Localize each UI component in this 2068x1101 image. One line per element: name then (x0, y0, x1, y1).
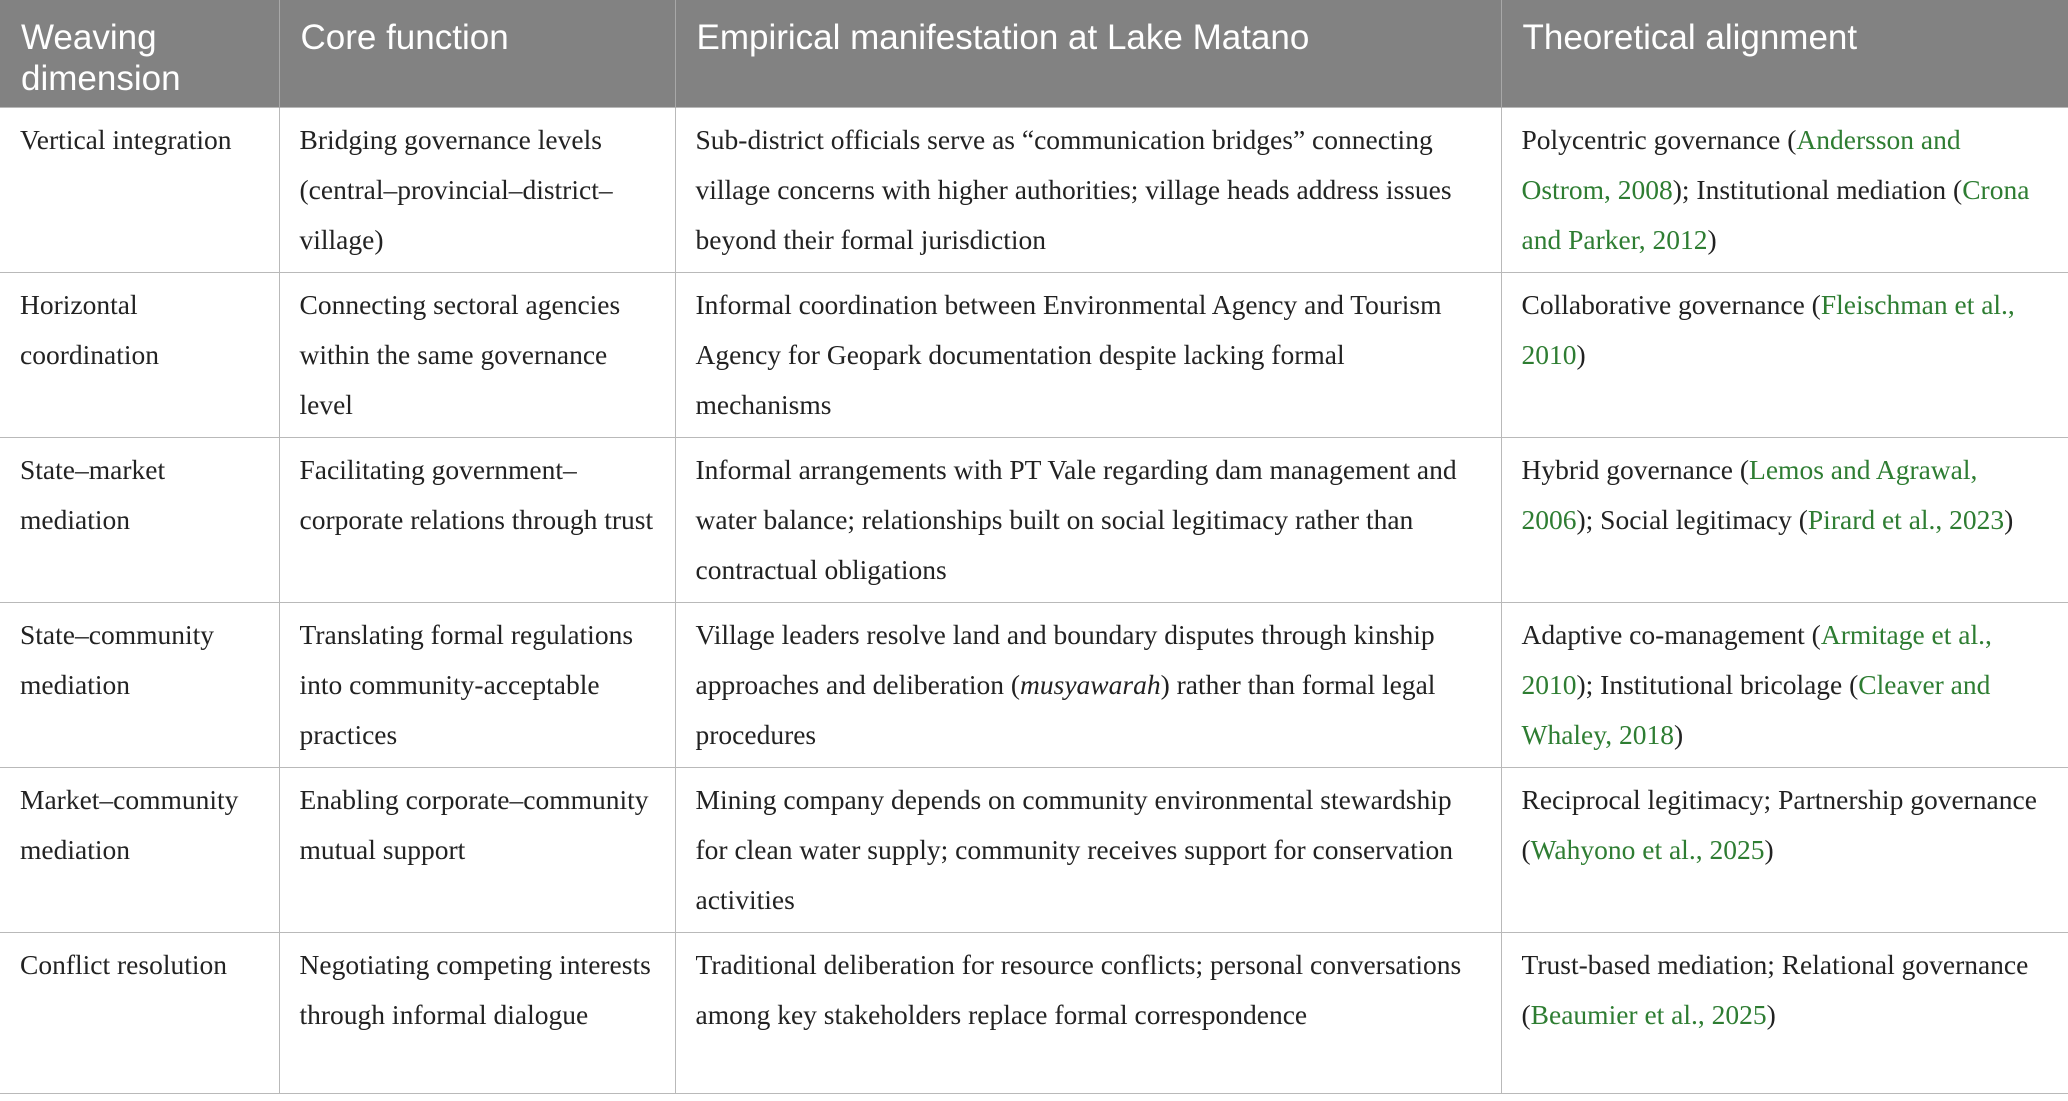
manifestation-text: Village leaders resolve land and boundary disputes through kinship approaches and deliberation ( (695, 619, 1435, 700)
cell-alignment (1501, 108, 2068, 273)
table-row (0, 603, 2068, 768)
table-row (0, 108, 2068, 273)
alignment-text: ) (1764, 834, 1774, 865)
table-row (0, 273, 2068, 438)
alignment-text: ); Institutional mediation ( (1672, 174, 1963, 205)
citation-link[interactable]: Fleischman et al., 2010 (1521, 289, 2015, 370)
cell-dimension: State–market mediation (0, 438, 279, 603)
cell-function: Translating formal regulations into community-acceptable practices (279, 603, 675, 768)
cell-dimension: Market–community mediation (0, 768, 279, 933)
header-row (0, 0, 2068, 108)
alignment-text: Collaborative governance ( (1521, 289, 1821, 320)
header-weaving-dimension: Weaving dimension (0, 0, 279, 108)
citation-link[interactable]: Armitage et al., 2010 (1521, 619, 1992, 700)
cell-dimension: Vertical integration (0, 108, 279, 273)
cell-function: Negotiating competing interests through informal dialogue (279, 933, 675, 1094)
alignment-text: Polycentric governance ( (1521, 124, 1797, 155)
cell-dimension: State–community mediation (0, 603, 279, 768)
cell-dimension: Horizontal coordination (0, 273, 279, 438)
cell-manifestation: Informal coordination between Environmental Agency and Tourism Agency for Geopark documentation despite lacking formal mechanisms (675, 273, 1501, 438)
alignment-text: Adaptive co-management ( (1521, 619, 1821, 650)
table-row (0, 438, 2068, 603)
cell-manifestation (675, 603, 1501, 768)
cell-function: Bridging governance levels (central–provincial–district–village) (279, 108, 675, 273)
cell-manifestation: Traditional deliberation for resource conflicts; personal conversations among key stakeholders replace formal correspondence (675, 933, 1501, 1094)
citation-link[interactable]: Cleaver and Whaley, 2018 (1521, 669, 1991, 750)
cell-alignment (1501, 438, 2068, 603)
alignment-text: Hybrid governance ( (1521, 454, 1750, 485)
alignment-text: Reciprocal legitimacy; Partnership governance ( (1521, 784, 2037, 865)
cell-dimension: Conflict resolution (0, 933, 279, 1094)
cell-manifestation: Sub-district officials serve as “communication bridges” connecting village concerns with higher authorities; village heads address issues beyond their formal jurisdiction (675, 108, 1501, 273)
citation-link[interactable]: Crona and Parker, 2012 (1521, 174, 2030, 255)
header-theoretical-alignment: Theoretical alignment (1501, 0, 2068, 108)
cell-function: Enabling corporate–community mutual support (279, 768, 675, 933)
cell-alignment (1501, 273, 2068, 438)
table-row (0, 933, 2068, 1094)
cell-function: Facilitating government–corporate relations through trust (279, 438, 675, 603)
header-empirical-manifestation: Empirical manifestation at Lake Matano (675, 0, 1501, 108)
manifestation-term: musyawarah (1020, 669, 1161, 700)
citation-link[interactable]: Andersson and Ostrom, 2008 (1521, 124, 1961, 205)
citation-link[interactable]: Pirard et al., 2023 (1807, 504, 2005, 535)
alignment-text: ) (2004, 504, 2014, 535)
table-body (0, 108, 2068, 1094)
cell-manifestation: Informal arrangements with PT Vale regarding dam management and water balance; relationships built on social legitimacy rather than contractual obligations (675, 438, 1501, 603)
alignment-text: ) (1673, 719, 1684, 750)
alignment-text: ) (1766, 999, 1776, 1030)
alignment-text: ); Social legitimacy ( (1576, 504, 1808, 535)
alignment-text: Trust-based mediation; Relational governance ( (1521, 949, 2029, 1030)
alignment-text: ) (1576, 339, 1586, 370)
cell-manifestation: Mining company depends on community environmental stewardship for clean water supply; community receives support for conservation activities (675, 768, 1501, 933)
cell-alignment (1501, 768, 2068, 933)
alignment-text: ) (1707, 224, 1717, 255)
manifestation-text: ) rather than formal legal procedures (695, 669, 1436, 750)
cell-alignment (1501, 933, 2068, 1094)
table-row (0, 768, 2068, 933)
cell-function: Connecting sectoral agencies within the same governance level (279, 273, 675, 438)
citation-link[interactable]: Wahyono et al., 2025 (1530, 834, 1765, 865)
citation-link[interactable]: Beaumier et al., 2025 (1530, 999, 1767, 1030)
header-core-function: Core function (279, 0, 675, 108)
cell-alignment (1501, 603, 2068, 768)
table-header (0, 0, 2068, 108)
citation-link[interactable]: Lemos and Agrawal, 2006 (1521, 454, 1978, 535)
alignment-text: ); Institutional bricolage ( (1576, 669, 1859, 700)
